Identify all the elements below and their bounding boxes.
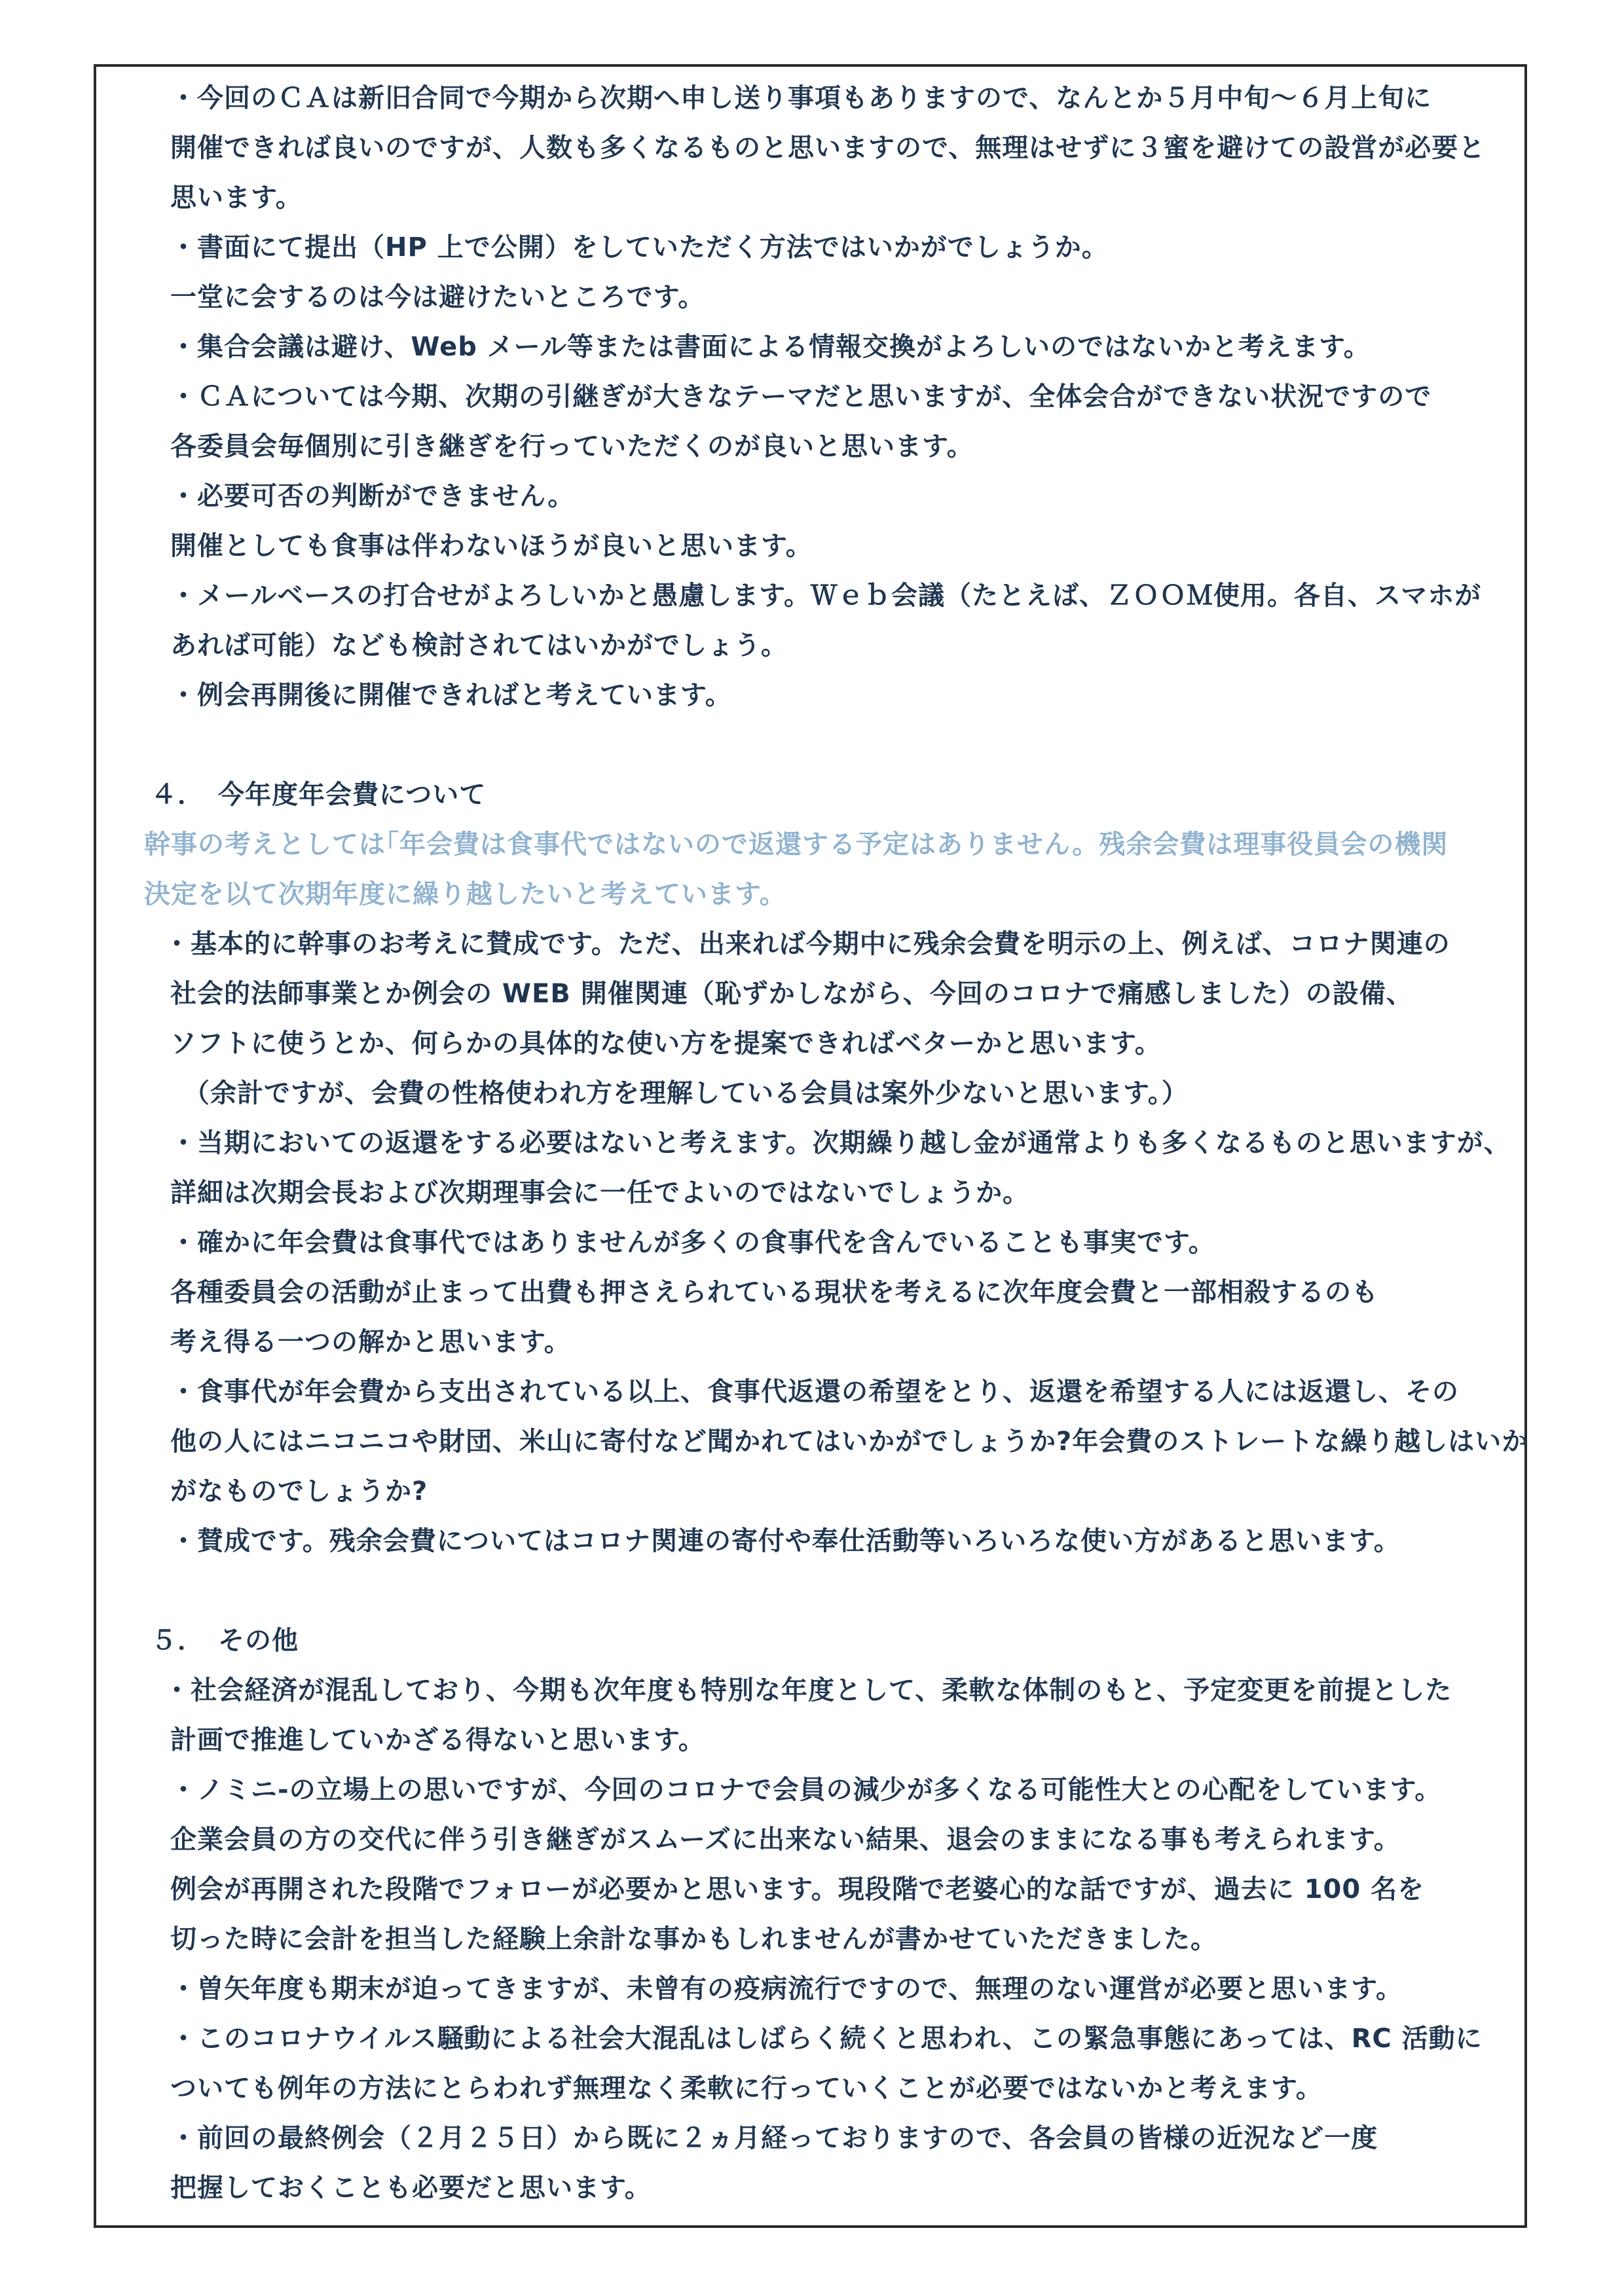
intro-line: ・今回のＣＡは新旧合同で今期から次期へ申し送り事項もありますので、なんとか５月中旬～６月上旬に (170, 83, 1432, 113)
response-line: 切った時に会計を担当した経験上余計な事かもしれませんが書かせていただきました。 (170, 1924, 1217, 1954)
response-line: ソフトに使うとか、何らかの具体的な使い方を提案できればベターかと思います。 (170, 1029, 1162, 1059)
response-line: 考え得る一つの解かと思います。 (170, 1327, 571, 1357)
intro-line: ・書面にて提出（HP 上で公開）をしていただく方法ではいかがでしょうか。 (170, 232, 1109, 263)
response-line: 把握しておくことも必要だと思います。 (170, 2173, 652, 2203)
section-4 (144, 770, 1529, 1566)
intro-block (170, 73, 1506, 720)
intro-line: ・例会再開後に開催できればと考えています。 (170, 680, 732, 710)
intro-line: 一堂に会するのは今は避けたいところです。 (170, 282, 705, 312)
intro-line: ・必要可否の判断ができません。 (170, 481, 575, 511)
section-5 (151, 1616, 1506, 2213)
response-line: がなものでしょうか? (170, 1476, 428, 1506)
intro-line: 開催できれば良いのですが、人数も多くなるものと思いますので、無理はせずに３蜜を避けての設営が必要と (170, 133, 1486, 163)
intro-line: 思います。 (170, 183, 303, 213)
response-line: ・基本的に幹事のお考えに賛成です。ただ、出来れば今期中に残余会費を明示の上、例えば、コロナ関連の (164, 929, 1450, 959)
response-line: 計画で推進していかざる得ないと思います。 (170, 1725, 705, 1755)
intro-line: ・メールベースの打合せがよろしいかと愚慮します。Ｗｅｂ会議（たとえば、ＺＯＯＭ使用。各自、スマホが (170, 581, 1482, 611)
intro-line: 開催としても食事は伴わないほうが良いと思います。 (170, 531, 813, 561)
spacer (170, 1566, 1506, 1616)
secretary-note-line: 決定を以て次期年度に繰り越したいと考えています。 (144, 879, 786, 909)
intro-line: ・集合会議は避け、Web メール等または書面による情報交換がよろしいのではないかと考えます。 (170, 332, 1371, 362)
intro-line: ・ＣＡについては今期、次期の引継ぎが大きなテーマだと思いますが、全体会合ができない状況ですので (170, 382, 1432, 412)
response-line: ・確かに年会費は食事代ではありませんが多くの食事代を含んでいることも事実です。 (170, 1228, 1215, 1258)
response-line: 社会的法師事業とか例会の WEB 開催関連（恥ずかしながら、今回のコロナで痛感しました）の設備、 (170, 979, 1413, 1009)
response-line: ・賛成です。残余会費についてはコロナ関連の寄付や奉仕活動等いろいろな使い方があると思います。 (170, 1526, 1401, 1556)
response-line: 詳細は次期会長および次期理事会に一任でよいのではないでしょうか。 (170, 1178, 1029, 1208)
spacer (170, 720, 1506, 770)
intro-line: 各委員会毎個別に引き継ぎを行っていただくのが良いと思います。 (170, 431, 974, 462)
response-line: ・このコロナウイルス騒動による社会大混乱はしばらく続くと思われ、この緊急事態にあっては、RC 活動に (170, 2024, 1483, 2054)
section-heading: ５． その他 (151, 1626, 299, 1656)
response-line: 他の人にはニコニコや財団、米山に寄付など聞かれてはいかがでしょうか?年会費のストレートな繰り越しはいか (170, 1427, 1529, 1457)
document-body (144, 73, 1529, 2213)
response-line: ・前回の最終例会（２月２５日）から既に２ヵ月経っておりますので、各会員の皆様の近況など一度 (170, 2123, 1378, 2153)
response-line: ・社会経済が混乱しており、今期も次年度も特別な年度として、柔軟な体制のもと、予定変更を前提とした (164, 1675, 1452, 1705)
response-line: 各種委員会の活動が止まって出費も押さえられている現状を考えるに次年度会費と一部相殺するのも (170, 1277, 1378, 1307)
intro-line: あれば可能）なども検討されてはいかがでしょう。 (170, 630, 788, 661)
response-line: ・ノミニ-の立場上の思いですが、今回のコロナで会員の減少が多くなる可能性大との心配をしています。 (170, 1775, 1442, 1805)
section-heading: ４． 今年度年会費について (151, 780, 487, 810)
response-line: 例会が再開された段階でフォローが必要かと思います。現段階で老婆心的な話ですが、過去に 100 名を (170, 1874, 1425, 1904)
response-line: ・食事代が年会費から支出されている以上、食事代返還の希望をとり、返還を希望する人には返還し、その (170, 1377, 1459, 1407)
response-line: （余計ですが、会費の性格使われ方を理解している会員は案外少ないと思います。） (183, 1078, 1189, 1108)
response-line: ついても例年の方法にとらわれず無理なく柔軟に行っていくことが必要ではないかと考えます。 (170, 2073, 1323, 2104)
response-line: 企業会員の方の交代に伴う引き継ぎがスムーズに出来ない結果、退会のままになる事も考えられます。 (170, 1825, 1401, 1855)
response-line: ・当期においての返還をする必要はないと考えます。次期繰り越し金が通常よりも多くなるものと思いますが、 (170, 1128, 1511, 1158)
secretary-note-line: 幹事の考えとしては｢年会費は食事代ではないので返還する予定はありません。残余会費は理事役員会の機関 (144, 829, 1449, 860)
response-line: ・曽矢年度も期末が迫ってきますが、未曾有の疫病流行ですので、無理のない運営が必要と思います。 (170, 1974, 1403, 2004)
